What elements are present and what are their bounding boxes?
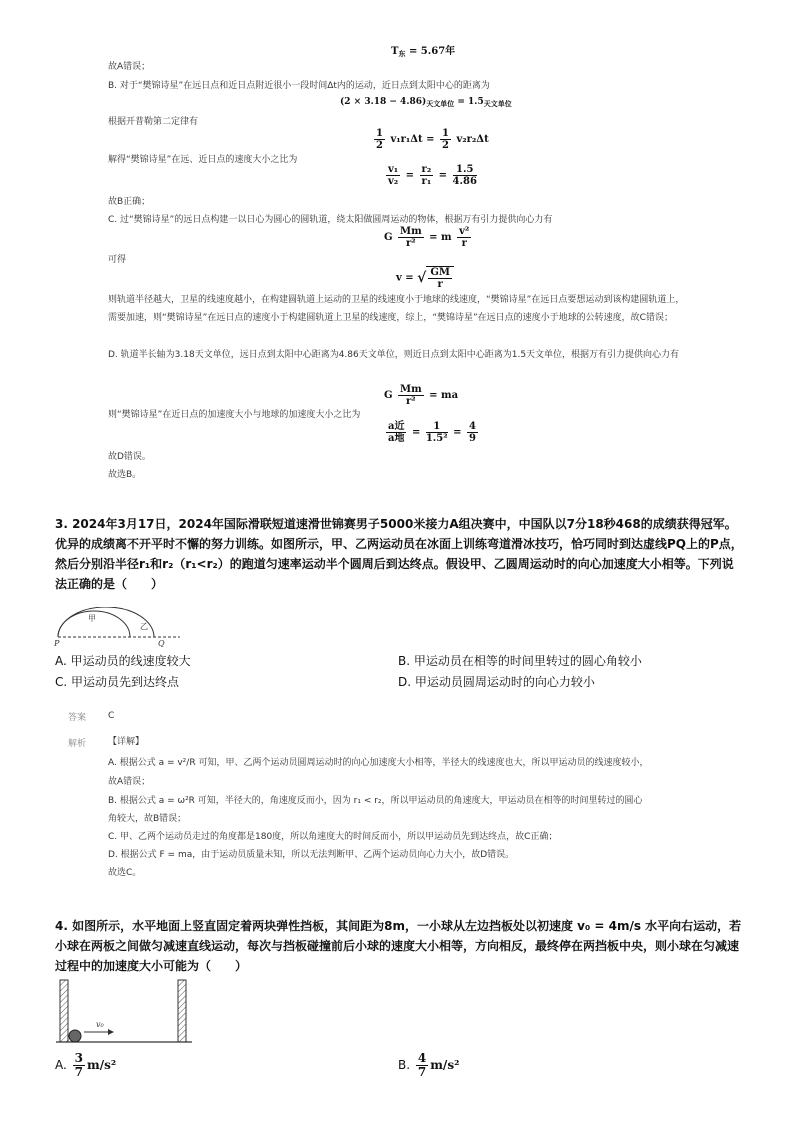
q3-option-c[interactable]: C. 甲运动员先到达终点 bbox=[55, 675, 180, 689]
left-barrier bbox=[60, 980, 68, 1042]
q3-choose-c: 故选C。 bbox=[108, 868, 142, 878]
line-a-wrong: 故A错误； bbox=[108, 62, 151, 72]
q4-option-b[interactable]: B. $\frac{4}{7}$ m/s² bbox=[398, 1051, 460, 1079]
q4-option-a[interactable]: A. $\frac{3}{7}$ m/s² bbox=[55, 1051, 117, 1079]
formula-distance: $(2 \times 3.18 - 4.86)_{天文单位} = 1.5_{天文单位}$ bbox=[340, 97, 512, 108]
label-jia: 甲 bbox=[88, 614, 96, 623]
formula-acc-ratio: $\frac{\text{a近}}{\text{a地}}$ = $\frac{1}{\text{1.5²}}$ = $\frac{4}{9}$ bbox=[388, 421, 476, 444]
q3-analysis-d: D. 根据公式 F = ma，由于运动员质量未知，所以无法判断甲、乙两个运动员向心力大小，故D错误。 bbox=[108, 850, 515, 860]
q3-analysis-b1: B. 根据公式 a = ω²R 可知，半径大的，角速度反而小，因为 r₁ < r₂，所以甲运动员的角速度大，甲运动员在相等的时间里转过的圆心 bbox=[108, 796, 643, 806]
q3-option-b[interactable]: B. 甲运动员在相等的时间里转过的圆心角较小 bbox=[398, 654, 642, 668]
line-ratio: 解得“樊锦诗星”在远、近日点的速度大小之比为 bbox=[108, 155, 298, 165]
line-b-right: 故B正确； bbox=[108, 197, 151, 207]
formula-velocity-ratio: $\frac{\text{v₁}}{\text{v₂}}$ = $\frac{\text{r₂}}{\text{r₁}}$ = $\frac{1.5}{4.86}$ bbox=[388, 164, 477, 187]
q3-option-a[interactable]: A. 甲运动员的线速度较大 bbox=[55, 654, 191, 668]
line-choose-b: 故选B。 bbox=[108, 470, 142, 480]
q3-option-d[interactable]: D. 甲运动员圆周运动时的向心力较小 bbox=[398, 675, 595, 689]
label-yi: 乙 bbox=[140, 622, 148, 631]
line-keyi: 可得 bbox=[108, 255, 127, 265]
detail-heading: 【详解】 bbox=[108, 737, 145, 747]
line-d-wrong: 故D错误。 bbox=[108, 452, 151, 462]
question-3-figure bbox=[54, 607, 184, 647]
arrow-head-icon bbox=[108, 1029, 114, 1035]
q3-analysis-c: C. 甲、乙两个运动员走过的角度都是180度，所以角速度大的时间反而小，所以甲运动员先到达终点，故C正确； bbox=[108, 832, 558, 842]
line-acc: 则“樊锦诗星”在近日点的加速度大小与地球的加速度大小之比为 bbox=[108, 410, 361, 420]
analysis-label: 解析 bbox=[68, 739, 87, 749]
answer-label: 答案 bbox=[68, 713, 87, 723]
para-d: D. 轨道半长轴为3.18天文单位，远日点到太阳中心距离为4.86天文单位，则近日点到太阳中心距离为1.5天文单位，根据万有引力提供向心力有 bbox=[108, 350, 680, 360]
line-kepler: 根据开普勒第二定律有 bbox=[108, 117, 199, 127]
formula-kepler: $\frac{1}{2}$ v₁r₁Δt = $\frac{1}{2}$ v₂r₂Δt bbox=[376, 128, 489, 151]
question-4-text: 4. 如图所示，水平地面上竖直固定着两块弹性挡板，其间距为8m，一小球从左边挡板处以初速度 v₀ = 4m/s 水平向右运动，若小球在两板之间做匀减速直线运动，每次与挡板碰撞前后小球的速度大小相等，方向相反，最终停在两挡板中央，则小球在匀减速过程中的加速度大小可能为（ ） bbox=[55, 919, 742, 973]
line-b: B. 对于“樊锦诗星”在远日点和近日点附近很小一段时间Δt内的运动，近日点到太阳中心的距离为 bbox=[108, 81, 490, 91]
ball bbox=[69, 1030, 81, 1042]
question-3-text: 3. 2024年3月17日，2024年国际滑联短道速滑世锦赛男子5000米接力A组决赛中，中国队以7分18秒468的成绩获得冠军。优异的成绩离不开平时不懈的努力训练。如图所示，甲、乙两运动员在冰面上训练弯道滑冰技巧，恰巧同时到达虚线PQ上的P点，然后分别沿半径r₁和r₂（r₁<r₂）的跑道匀速率运动半个圆周后到达终点。假设甲、乙圆周运动时的向心加速度大小相等。下列说法正确的是（ ） bbox=[55, 517, 743, 591]
question-4-figure bbox=[56, 978, 196, 1050]
formula-ma: G $\frac{Mm}{\text{r²}}$ = ma bbox=[384, 384, 459, 407]
q3-analysis-b2: 角较大，故B错误； bbox=[108, 814, 187, 824]
para-c: 则轨道半径越大，卫星的线速度越小，在构建圆轨道上运动的卫星的线速度小于地球的线速度，“樊锦诗星”在远日点要想运动到该构建圆轨道上，需要加速，则“樊锦诗星”在远日点的速度小于构建圆轨道上卫星的线速度，综上，“樊锦诗星”在远日点的速度小于地球的公转速度，故C错误； bbox=[108, 295, 685, 323]
q3-analysis-a-wrong: 故A错误； bbox=[108, 777, 151, 787]
label-v0: v₀ bbox=[96, 1020, 104, 1029]
q3-analysis-a: A. 根据公式 a = v²/R 可知，甲、乙两个运动员圆周运动时的向心加速度大小相等，半径大的线速度也大，所以甲运动员的线速度较小， bbox=[108, 758, 649, 768]
formula-period: $T_东 = 5.67$年 bbox=[391, 46, 456, 58]
formula-velocity: v = √ $\frac{GM}{r}$ bbox=[396, 266, 454, 290]
right-barrier bbox=[178, 980, 186, 1042]
label-q: Q bbox=[158, 639, 165, 647]
label-p: P bbox=[54, 639, 60, 647]
answer-value: C bbox=[108, 711, 115, 721]
line-c: C. 过“樊锦诗星”的远日点构建一以日心为圆心的圆轨道，绕太阳做圆周运动的物体，根据万有引力提供向心力有 bbox=[108, 215, 553, 225]
formula-gravity: G $\frac{Mm}{\text{r²}}$ = m $\frac{\text{v²}}{r}$ bbox=[384, 226, 470, 249]
